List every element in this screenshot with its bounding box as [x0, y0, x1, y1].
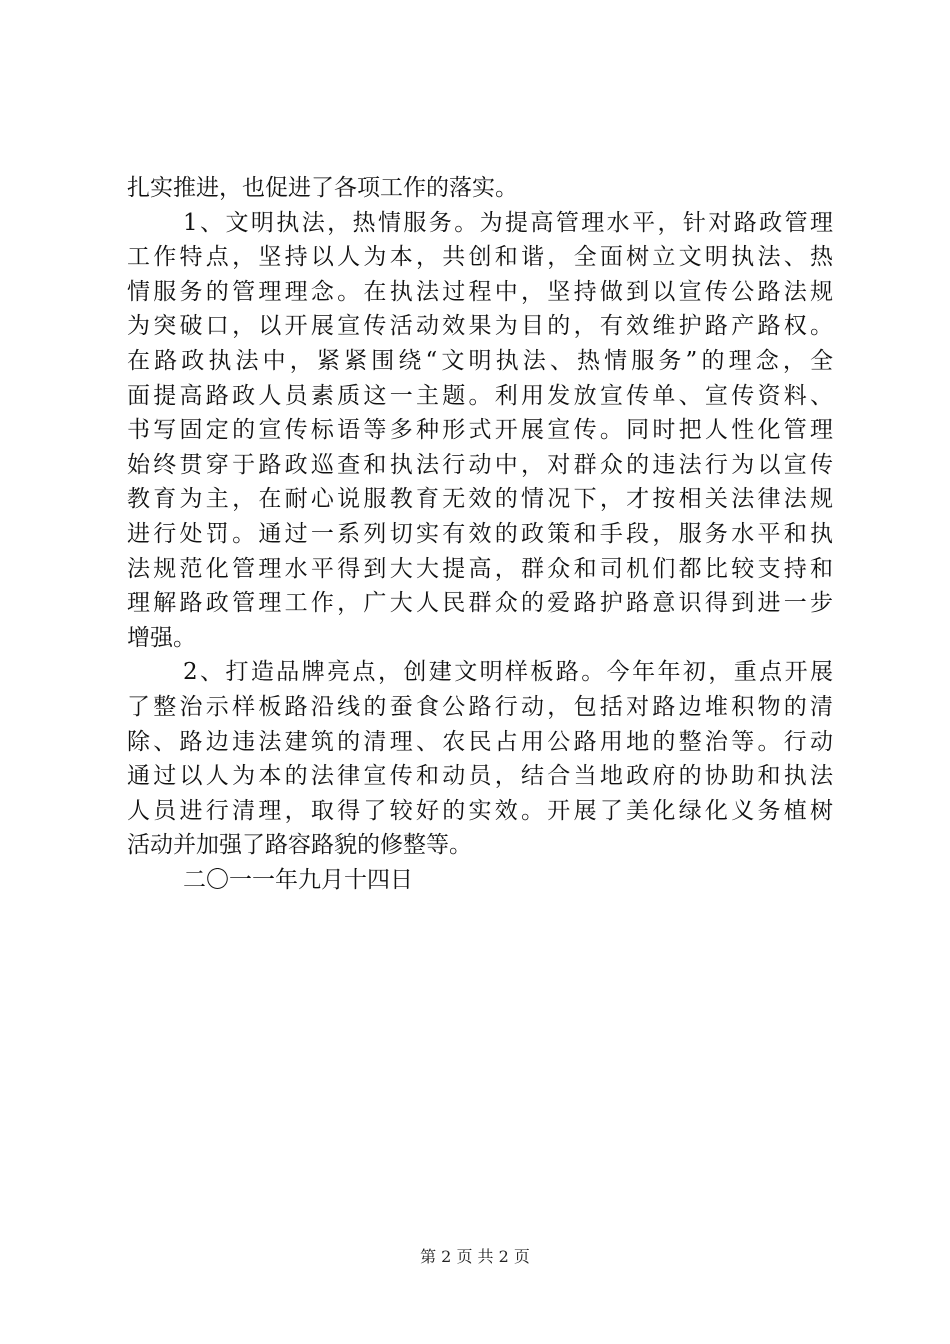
body-line: 为突破口，以开展宣传活动效果为目的，有效维护路产路权。	[127, 313, 833, 340]
body-line: 增强。	[127, 624, 196, 651]
body-line: 教育为主，在耐心说服教育无效的情况下，才按相关法律法规	[127, 486, 833, 513]
page-number-footer: 第 2 页 共 2 页	[420, 1247, 530, 1266]
body-line: 理解路政管理工作，广大人民群众的爱路护路意识得到进一步	[127, 590, 833, 617]
document-body	[127, 171, 833, 897]
paragraph-1-line: 1、文明执法，热情服务。为提高管理水平，针对路政管理	[183, 209, 833, 236]
body-line: 始终贯穿于路政巡查和执法行动中，对群众的违法行为以宣传	[127, 451, 833, 478]
document-date: 二〇一一年九月十四日	[183, 866, 413, 893]
body-line: 法规范化管理水平得到大大提高，群众和司机们都比较支持和	[127, 555, 833, 582]
body-line: 面提高路政人员素质这一主题。利用发放宣传单、宣传资料、	[127, 382, 833, 409]
body-line: 通过以人为本的法律宣传和动员，结合当地政府的协助和执法	[127, 763, 833, 790]
body-line: 人员进行清理，取得了较好的实效。开展了美化绿化义务植树	[127, 797, 833, 824]
body-line: 了整治示样板路沿线的蚕食公路行动，包括对路边堆积物的清	[127, 693, 833, 720]
body-line: 活动并加强了路容路貌的修整等。	[127, 832, 472, 859]
paragraph-2-line: 2、打造品牌亮点，创建文明样板路。今年年初，重点开展	[183, 659, 833, 686]
body-line: 书写固定的宣传标语等多种形式开展宣传。同时把人性化管理	[127, 417, 833, 444]
body-line: 扎实推进，也促进了各项工作的落实。	[127, 175, 518, 201]
body-line: 情服务的管理理念。在执法过程中，坚持做到以宣传公路法规	[127, 278, 833, 305]
body-line: 在路政执法中，紧紧围绕“文明执法、热情服务”的理念，全	[127, 347, 833, 374]
body-line: 工作特点，坚持以人为本，共创和谐，全面树立文明执法、热	[127, 244, 833, 271]
body-line: 除、路边违法建筑的清理、农民占用公路用地的整治等。行动	[127, 728, 833, 755]
body-line: 进行处罚。通过一系列切实有效的政策和手段，服务水平和执	[127, 520, 833, 547]
